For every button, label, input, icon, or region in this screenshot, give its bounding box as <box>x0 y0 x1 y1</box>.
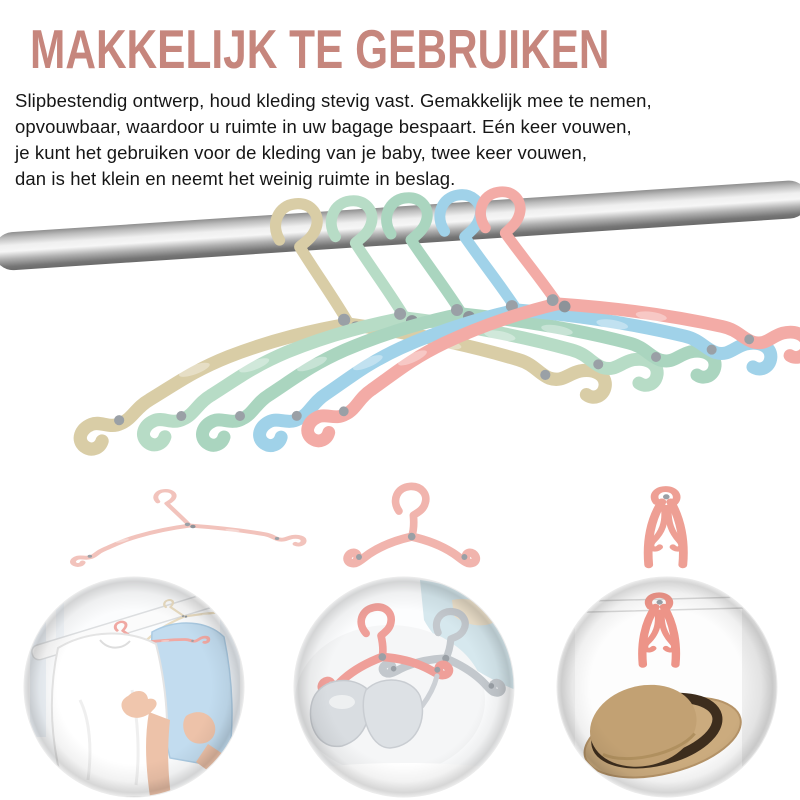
usage-photo-shirts <box>24 577 244 798</box>
photo-vignette <box>24 577 244 797</box>
photo-vignette <box>557 577 777 797</box>
fold-states-row <box>73 486 683 565</box>
main-product-photo <box>0 179 800 467</box>
hanger-folded-twice <box>648 489 683 565</box>
clothes-rail <box>0 179 800 271</box>
usage-photo-hat <box>557 577 778 798</box>
usage-photo-bra <box>294 577 516 798</box>
description-line: Slipbestendig ontwerp, houd kleding stevig vast. Gemakkelijk mee te nemen, <box>15 90 652 111</box>
description-line: opvouwbaar, waardoor u ruimte in uw bagage bespaart. Eén keer vouwen, <box>15 116 632 137</box>
photo-vignette <box>294 577 514 797</box>
description-line: dan is het klein en neemt het weinig ruimte in beslag. <box>15 168 456 189</box>
hanger-unfolded <box>73 491 304 565</box>
page-title: MAKKELIJK TE GEBRUIKEN <box>30 19 610 81</box>
hanger-folded-once <box>347 486 475 563</box>
description-line: je kunt het gebruiken voor de kleding van je baby, twee keer vouwen, <box>15 142 588 163</box>
